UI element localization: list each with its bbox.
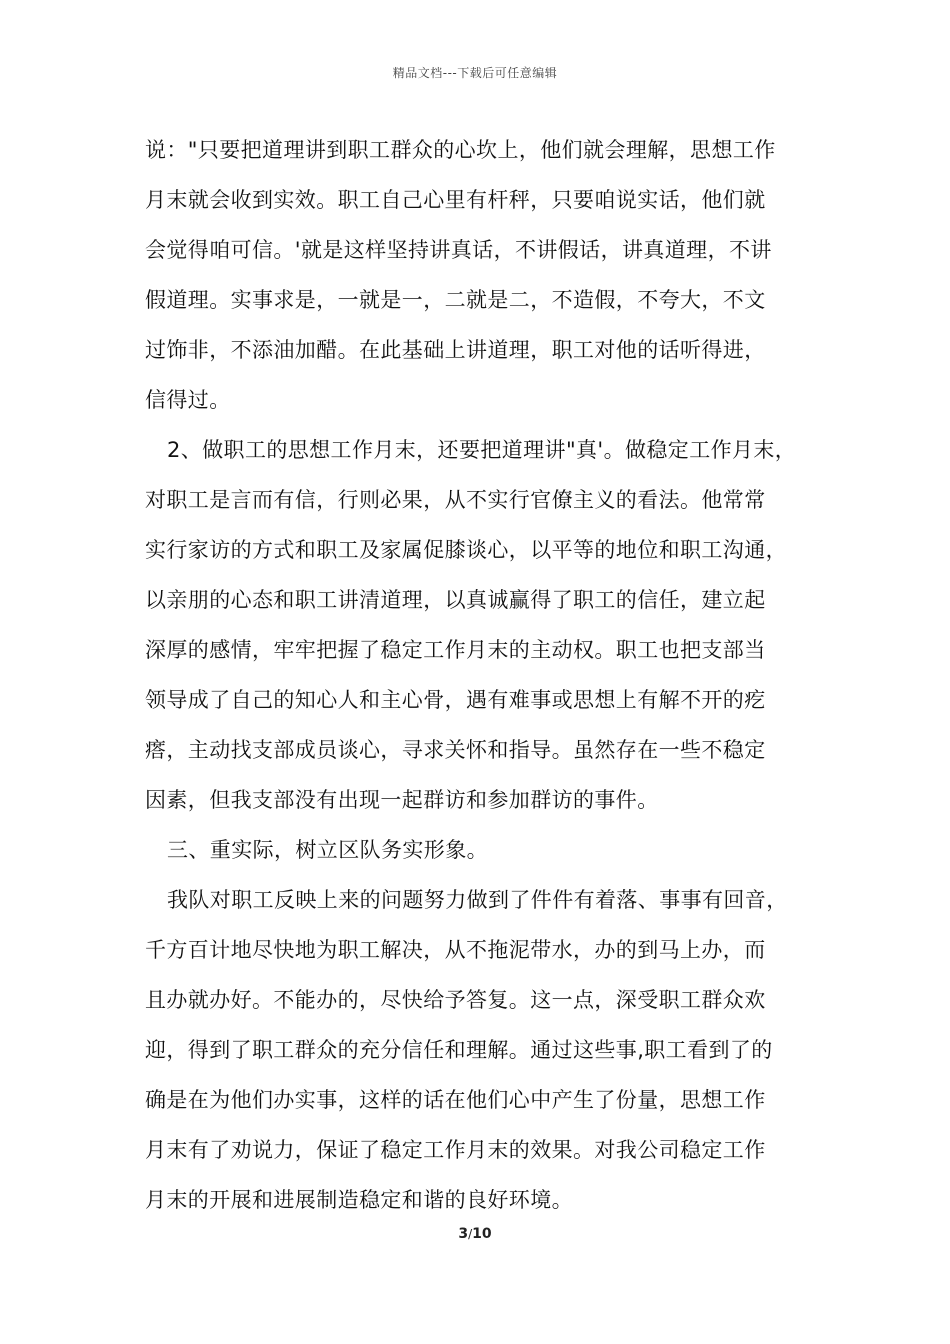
- text-line: 因素，但我支部没有出现一起群访和参加群访的事件。: [145, 788, 659, 812]
- text-line: 以亲朋的心态和职工讲清道理，以真诚赢得了职工的信任，建立起: [145, 588, 766, 612]
- total-pages-number: 10: [472, 1226, 492, 1242]
- text-line: 我队对职工反映上来的问题努力做到了件件有着落、事事有回音，: [167, 888, 788, 912]
- text-line: 且办就办好。不能办的，尽快给予答复。这一点，深受职工群众欢: [145, 988, 766, 1012]
- text-line: 月末就会收到实效。职工自己心里有杆秤，只要咱说实话，他们就: [145, 188, 766, 212]
- text-line: 三、重实际，树立区队务实形象。: [167, 838, 488, 862]
- text-line: 对职工是言而有信，行则必果，从不实行官僚主义的看法。他常常: [145, 488, 766, 512]
- text-line: 深厚的感情，牢牢把握了稳定工作月末的主动权。职工也把支部当: [145, 638, 766, 662]
- text-line: 过饰非，不添油加醋。在此基础上讲道理，职工对他的话听得进，: [145, 338, 766, 362]
- current-page-number: 3: [458, 1226, 469, 1242]
- text-line: 领导成了自己的知心人和主心骨，遇有难事或思想上有解不开的疙: [145, 688, 766, 712]
- page-separator: /: [468, 1227, 473, 1241]
- text-line: 实行家访的方式和职工及家属促膝谈心，以平等的地位和职工沟通，: [145, 538, 787, 562]
- text-line: 月末的开展和进展制造稳定和谐的良好环境。: [145, 1188, 573, 1212]
- page-number: [0, 1226, 950, 1242]
- text-line: 千方百计地尽快地为职工解决，从不拖泥带水，办的到马上办，而: [145, 938, 766, 962]
- text-line: 瘩，主动找支部成员谈心，寻求关怀和指导。虽然存在一些不稳定: [145, 738, 766, 762]
- text-line: 2、做职工的思想工作月末，还要把道理讲"真'。做稳定工作月末，: [167, 438, 797, 462]
- text-line: 月末有了劝说力，保证了稳定工作月末的效果。对我公司稳定工作: [145, 1138, 766, 1162]
- text-line: 说："只要把道理讲到职工群众的心坎上，他们就会理解，思想工作: [145, 138, 776, 162]
- document-body: [145, 125, 825, 1225]
- text-line: 信得过。: [145, 388, 231, 412]
- page-header: 精品文档---下载后可任意编辑: [392, 66, 558, 80]
- text-line: 确是在为他们办实事，这样的话在他们心中产生了份量，思想工作: [145, 1088, 766, 1112]
- text-line: 迎，得到了职工群众的充分信任和理解。通过这些事,职工看到了的: [145, 1038, 773, 1062]
- text-line: 会觉得咱可信。'就是这样坚持讲真话，不讲假话，讲真道理，不讲: [145, 238, 772, 262]
- text-line: 假道理。实事求是，一就是一，二就是二，不造假，不夸大，不文: [145, 288, 766, 312]
